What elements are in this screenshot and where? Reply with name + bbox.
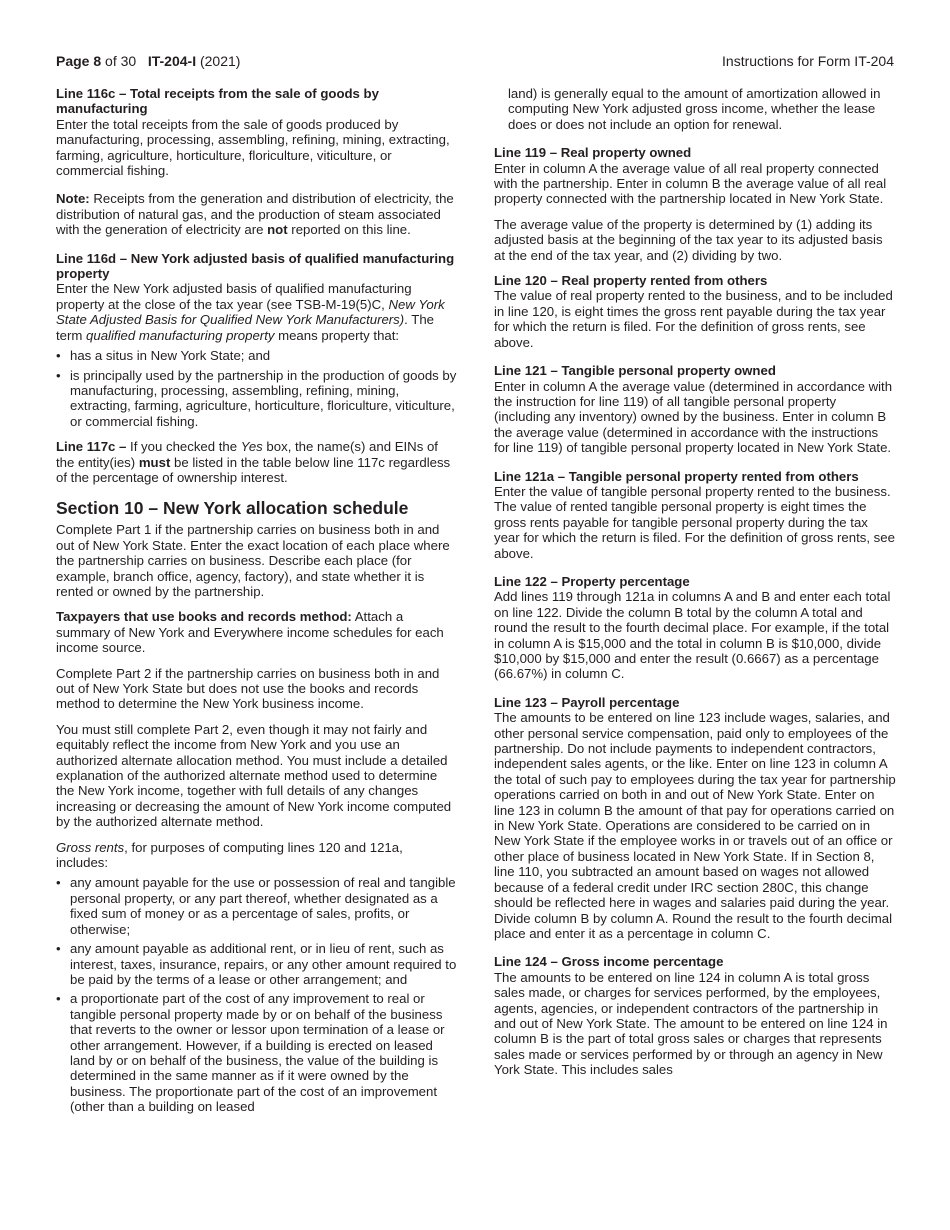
section-10-heading: Section 10 – New York allocation schedule	[56, 498, 409, 519]
list-item: • has a situs in New York State; and	[56, 348, 458, 363]
line-116d-body	[56, 281, 458, 343]
line-117c-label: Line 117c –	[56, 439, 127, 455]
line-122-body: Add lines 119 through 121a in columns A and B and enter each total on line 122. Divide the column B total by the column A total and round the result to the fourth decimal place. For example, if the total in column A is $15,000 and the total in column B is $10,000, divide $10,000 by $15,000 and enter the result (0.6667) as a percentage (66.67%) in column C.	[494, 589, 891, 682]
list-item: • a proportionate part of the cost of any improvement to real or tangible personal property made by or on behalf of the business that reverts to the owner or lessor upon termination of a lease or other arrangement. However, if a building is erected on leased land by or on behalf of the business, the value of the building is determined in the same manner as if it were owned by the business. The proportionate part of the cost of an improvement (other than a building on leased	[56, 991, 458, 1114]
line-121a-section	[494, 469, 896, 561]
note-label: Note:	[56, 191, 90, 207]
books-records-label: Taxpayers that use books and records method:	[56, 609, 352, 625]
line-117c-text-c: be listed in the table below line 117c regardless of the percentage of ownership interest.	[56, 454, 451, 485]
line-116c-heading: Line 116c – Total receipts from the sale of goods by manufacturing	[56, 86, 379, 117]
line-117c-text-b: box, the name(s) and EINs of the entity(ies)	[56, 439, 438, 470]
line-123-heading: Line 123 – Payroll percentage	[494, 694, 680, 710]
form-year: (2021)	[199, 53, 241, 69]
right-column	[494, 86, 896, 1078]
line-120-body: The value of real property rented to the business, and to be included in line 120, is eight times the gross rent payable during the tax year for which the return is filed. For the definition of gross rents, see above.	[494, 288, 893, 350]
line-123-section	[494, 695, 896, 942]
line-117c-must: must	[138, 454, 171, 470]
books-records-paragraph	[56, 609, 458, 655]
line-124-section	[494, 954, 896, 1077]
gross-rents-term: Gross rents	[56, 839, 125, 855]
line-116d-text-c: means property that:	[274, 327, 400, 343]
line-121a-body: Enter the value of tangible personal property rented to the business. The value of rented tangible personal property is eight times the gross rents payable for tangible personal property during the tax year for which the return is filed. For the definition of gross rents, see above.	[494, 483, 895, 561]
list-item: • any amount payable as additional rent, or in lieu of rent, such as interest, taxes, insurance, repairs, or any other amount required to be paid by the terms of a lease or other arrangement; and	[56, 941, 458, 987]
line-124-heading: Line 124 – Gross income percentage	[494, 954, 724, 970]
line-121a-heading: Line 121a – Tangible personal property rented from others	[494, 468, 859, 484]
page-number	[56, 52, 240, 70]
section-10-part2: Complete Part 2 if the partnership carries on business both in and out of New York State but does not use the books and records method to determine the New York business income.	[56, 665, 440, 712]
gross-rents-intro	[56, 840, 458, 871]
line-117c-yes: Yes	[240, 439, 263, 455]
line-116d-section	[56, 251, 458, 429]
line-119-heading: Line 119 – Real property owned	[494, 145, 692, 161]
line-120-heading: Line 120 – Real property rented from others	[494, 273, 768, 289]
page-header	[56, 52, 894, 70]
note-text-a: Receipts from the generation and distribution of electricity, the distribution of natural gas, and the production of steam associated with the generation of electricity are	[56, 191, 454, 238]
line-116d-bullets	[56, 348, 458, 429]
gross-rents-continuation: land) is generally equal to the amount of amortization allowed in computing New York adjusted gross income, whether the lease does or does not include an option for renewal.	[508, 86, 881, 132]
page-of: of 30	[105, 53, 137, 69]
line-119-body: Enter in column A the average value of all real property connected with the partnership. Enter in column B the average value of all real property connected with the partnership located in New York State.	[494, 160, 887, 207]
books-records-text: Attach a summary of New York and Everywhere income schedules for each income source.	[56, 609, 444, 656]
line-121-heading: Line 121 – Tangible personal property owned	[494, 363, 776, 379]
note-text-b: reported on this line.	[287, 222, 411, 238]
line-116d-publication: New York State Adjusted Basis for Qualified New York Manufacturers)	[56, 296, 445, 328]
line-116c-body: Enter the total receipts from the sale of goods produced by manufacturing, processing, assembling, refining, mining, extracting, farming, agriculture, horticulture, floriculture, viticulture, or commercial fishing.	[56, 116, 450, 179]
line-116d-term: qualified manufacturing property	[86, 327, 275, 343]
line-123-body: The amounts to be entered on line 123 include wages, salaries, and other personal service compensation, paid only to employees of the partnership. Do not include payments to independent contractors, independent sales agents, or the like. Enter on line 123 in column A the total of such pay to employees during the tax year for partnership operations carried on both in and out of New York State. Enter on line 123 in column B the amount of that pay for operations carried on in New York State. Operations are considered to be carried on in New York State if the employee works in or travels out of an office or other place of business located in New York State. If in Section 8, line 110, you subtracted an amount based on wages not allowed because of a federal credit under IRC section 280C, this change should be reflected here in wages and salaries paid during the year. Divide column B by column A. Round the result to the fourth decimal place and enter it as a percentage in column C.	[494, 710, 896, 941]
line-117c-paragraph	[56, 439, 458, 485]
line-116d-text-a: Enter the New York adjusted basis of qualified manufacturing property at the close of the tax year (see TSB-M-19(5)C,	[56, 281, 412, 312]
line-116c-section	[56, 86, 458, 178]
form-id: IT-204-I	[147, 53, 197, 69]
list-item: • is principally used by the partnership in the production of goods by manufacturing, processing, assembling, refining, mining, extracting, farming, agriculture, horticulture, floriculture, viticulture, or commercial fishing.	[56, 368, 458, 430]
line-122-heading: Line 122 – Property percentage	[494, 573, 690, 589]
line-119-section	[494, 145, 896, 263]
line-121-section	[494, 363, 896, 455]
gross-rents-bullets	[56, 875, 458, 1114]
line-116d-heading: Line 116d – New York adjusted basis of qualified manufacturing property	[56, 250, 455, 282]
section-10-alternate: You must still complete Part 2, even though it may not fairly and equitably reflect the income from New York and you use an authorized alternate allocation method. You must include a detailed explanation of the authorized alternate method used to determine the New York income, together with full details of any changes increasing or decreasing the amount of New York income computed by the authorized alternate method.	[56, 721, 452, 830]
page-label: Page 8	[56, 53, 102, 69]
line-121-body: Enter in column A the average value (determined in accordance with the instruction for line 119) of all tangible personal property (including any inventory) owned by the business. Enter in column B the average value (determined in accordance with the instructions for line 119) of tangible personal property located in New York State.	[494, 378, 893, 456]
note-not: not	[267, 222, 288, 238]
line-124-body: The amounts to be entered on line 124 in column A is total gross sales made, or charges for services performed, by the employees, agents, agencies, or independent contractors of the partnership in and out of New York State. The amount to be entered on line 124 in column B is the part of total gross sales or charges that represents sales made or services performed by or through an agency in New York State. This includes sales	[494, 969, 888, 1078]
line-122-section	[494, 574, 896, 682]
list-item: • any amount payable for the use or possession of real and tangible personal property, or any part thereof, whether designated as a fixed sum of money or as a percentage of sales, profits, or otherwise;	[56, 875, 458, 937]
line-119-average: The average value of the property is determined by (1) adding its adjusted basis at the beginning of the tax year to its adjusted basis at the end of the tax year, and (2) dividing by two.	[494, 216, 883, 263]
note-paragraph	[56, 191, 458, 237]
document-title: Instructions for Form IT-204	[722, 53, 894, 69]
line-117c-text-a: If you checked the	[126, 439, 241, 455]
gross-rents-text: , for purposes of computing lines 120 and 121a, includes:	[56, 839, 403, 871]
line-120-section	[494, 273, 896, 350]
left-column	[56, 86, 458, 1119]
line-116d-text-b: . The term	[56, 312, 434, 343]
section-10-part1: Complete Part 1 if the partnership carries on business both in and out of New York State. Enter the exact location of each place where the partnership carries on business. Describe each place (for example, branch office, agency, factory), and state whether it is rented or owned by the partnership.	[56, 522, 450, 599]
